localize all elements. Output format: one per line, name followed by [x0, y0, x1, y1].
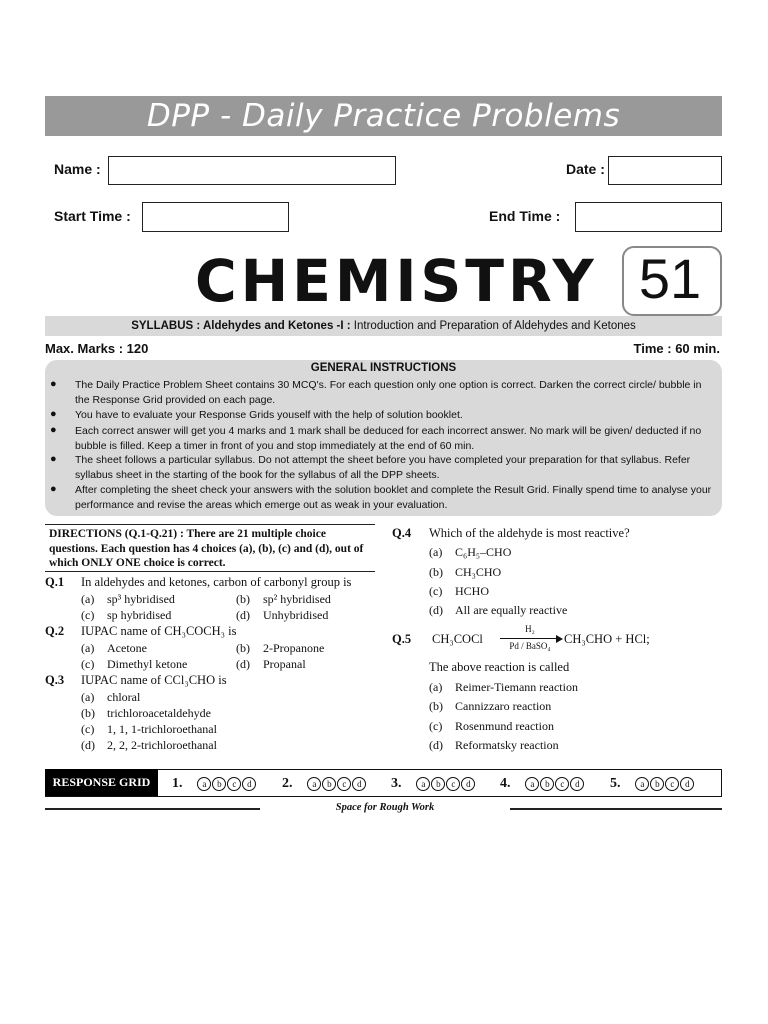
grid-item-3: [391, 774, 476, 792]
q5-option-a-key: (a): [429, 680, 443, 694]
q3-option-b: trichloroacetaldehyde: [107, 706, 211, 720]
grid-item-1: [172, 774, 257, 792]
q1-option-b: sp² hybridised: [263, 592, 331, 606]
q4-option-a-key: (a): [429, 545, 443, 559]
q3-option-b-key: (b): [81, 706, 95, 720]
end-time-field[interactable]: [575, 202, 722, 232]
q4-option-c-key: (c): [429, 584, 443, 598]
q3-number: Q.3: [45, 673, 65, 687]
page-title: DPP - Daily Practice Problems: [146, 98, 621, 134]
q5-product: CH₃CHO + HCl;: [564, 632, 650, 646]
directions-rule-bottom: [45, 571, 375, 572]
q2-option-c-key: (c): [81, 657, 95, 671]
instructions-heading: GENERAL INSTRUCTIONS: [310, 362, 457, 374]
q5-option-d: Reformatsky reaction: [455, 738, 559, 752]
bubble-c[interactable]: c: [555, 777, 569, 791]
q1-text: In aldehydes and ketones, carbon of carbonyl group is: [81, 575, 352, 589]
end-time-label: End Time :: [489, 208, 561, 224]
q1-number: Q.1: [45, 575, 65, 589]
q2-option-a: Acetone: [107, 641, 147, 655]
bubble-c[interactable]: c: [665, 777, 679, 791]
q1-option-a-key: (a): [81, 592, 95, 606]
q3-text: IUPAC name of CCl₃CHO is: [81, 673, 227, 687]
bubble-b[interactable]: b: [540, 777, 554, 791]
q1-option-c: sp hybridised: [107, 608, 172, 622]
bubble-d[interactable]: d: [570, 777, 584, 791]
bubble-a[interactable]: a: [307, 777, 321, 791]
bullet-icon: ●: [50, 453, 57, 465]
name-field[interactable]: [108, 156, 396, 185]
q2-option-c: Dimethyl ketone: [107, 657, 188, 671]
bubble-c[interactable]: c: [446, 777, 460, 791]
q1-option-c-key: (c): [81, 608, 95, 622]
bubble-b[interactable]: b: [650, 777, 664, 791]
bubble-a[interactable]: a: [416, 777, 430, 791]
rough-work-label: Space for Rough Work: [260, 802, 510, 813]
instruction-item: Each correct answer will get you 4 marks and 1 mark shall be deduced for each incorrect answer. No mark will be given/ deducted if no bubble is filled. Keep a timer in front of you and stop immediately at the end of 60 min.: [75, 425, 702, 452]
instruction-item: After completing the sheet check your answers with the solution booklet and complete the Result Grid. Finally spend time to analyse your performance and revise the areas which emerge out as weak in your evaluation.: [75, 484, 712, 511]
q5-option-c: Rosenmund reaction: [455, 719, 554, 733]
bubble-d[interactable]: d: [680, 777, 694, 791]
bubble-c[interactable]: c: [337, 777, 351, 791]
grid-item-number: 4.: [500, 776, 511, 791]
q4-option-c: HCHO: [455, 584, 490, 598]
grid-item-number: 2.: [282, 776, 293, 791]
q2-number: Q.2: [45, 624, 65, 638]
subject-title: CHEMISTRY: [195, 247, 598, 315]
q5-reactant: CH₃COCl: [432, 632, 483, 646]
dpp-number: 51: [638, 247, 702, 310]
bubble-d[interactable]: d: [352, 777, 366, 791]
q5-number: Q.5: [392, 632, 412, 646]
q5-option-c-key: (c): [429, 719, 443, 733]
date-label: Date :: [566, 161, 605, 177]
grid-item-5: [610, 774, 695, 792]
q3-option-c: 1, 1, 1-trichloroethanal: [107, 722, 217, 736]
bullet-icon: ●: [50, 378, 57, 390]
q2-option-d: Propanal: [263, 657, 306, 671]
q2-option-a-key: (a): [81, 641, 95, 655]
q2-option-b-key: (b): [236, 641, 250, 655]
bubble-c[interactable]: c: [227, 777, 241, 791]
directions: DIRECTIONS (Q.1-Q.21) : There are 21 multiple choice questions. Each question has 4 choices (a), (b), (c) and (d), out of which ONLY ONE choice is correct.: [49, 528, 364, 569]
bubble-a[interactable]: a: [197, 777, 211, 791]
syllabus-topic: Introduction and Preparation of Aldehydes and Ketones: [350, 320, 636, 332]
instruction-item: You have to evaluate your Response Grids youself with the help of solution booklet.: [75, 409, 463, 421]
bullet-icon: ●: [50, 424, 57, 436]
date-field[interactable]: [608, 156, 722, 185]
syllabus-label: SYLLABUS : Aldehydes and Ketones -I :: [131, 320, 351, 332]
q2-option-d-key: (d): [236, 657, 250, 671]
q4-option-d: All are equally reactive: [455, 603, 568, 617]
instruction-item: The Daily Practice Problem Sheet contains 30 MCQ's. For each question only one option is correct. Darken the correct circle/ bubble in the Response Grid provided on each page.: [75, 379, 702, 406]
q1-option-b-key: (b): [236, 592, 250, 606]
bubble-a[interactable]: a: [635, 777, 649, 791]
q3-option-a: chloral: [107, 690, 141, 704]
q2-option-b: 2-Propanone: [263, 641, 325, 655]
q3-option-d: 2, 2, 2-trichloroethanal: [107, 738, 217, 752]
q5-text: The above reaction is called: [429, 660, 570, 674]
bubble-b[interactable]: b: [431, 777, 445, 791]
bubble-b[interactable]: b: [212, 777, 226, 791]
q4-option-b-key: (b): [429, 565, 443, 579]
bullet-icon: ●: [50, 483, 57, 495]
bubble-d[interactable]: d: [461, 777, 475, 791]
q3-option-c-key: (c): [81, 722, 95, 736]
q3-option-a-key: (a): [81, 690, 95, 704]
start-time-field[interactable]: [142, 202, 289, 232]
bubble-a[interactable]: a: [525, 777, 539, 791]
q5-option-d-key: (d): [429, 738, 443, 752]
bullet-icon: ●: [50, 408, 57, 420]
q5-option-b: Cannizzaro reaction: [455, 699, 552, 713]
grid-item-number: 3.: [391, 776, 402, 791]
grid-item-number: 5.: [610, 776, 621, 791]
max-marks: Max. Marks : 120: [45, 341, 149, 356]
q1-option-a: sp³ hybridised: [107, 592, 175, 606]
q5-option-a: Reimer-Tiemann reaction: [455, 680, 578, 694]
q4-option-b: CH₃CHO: [455, 565, 502, 579]
q5-reagent-bottom: Pd / BaSO₄: [509, 641, 551, 651]
q2-text: IUPAC name of CH₃COCH₃ is: [81, 624, 237, 638]
q1-option-d-key: (d): [236, 608, 250, 622]
q4-number: Q.4: [392, 526, 412, 540]
syllabus: [45, 316, 722, 336]
grid-item-number: 1.: [172, 776, 183, 791]
q4-text: Which of the aldehyde is most reactive?: [429, 526, 630, 540]
directions-rule-top: [45, 524, 375, 525]
instruction-item: The sheet follows a particular syllabus. Do not attempt the sheet before you have completed your preparation for that syllabus. Refer syllabus sheet in the starting of the book for the syllabus of all the DPP sheets.: [75, 454, 691, 481]
time-limit: Time : 60 min.: [633, 341, 720, 356]
q5-reagent-top: H₂: [525, 624, 535, 634]
start-time-label: Start Time :: [54, 208, 131, 224]
bubble-b[interactable]: b: [322, 777, 336, 791]
q1-option-d: Unhybridised: [263, 608, 329, 622]
bubble-d[interactable]: d: [242, 777, 256, 791]
response-grid-label: RESPONSE GRID: [52, 775, 151, 789]
grid-item-4: [500, 774, 585, 792]
q4-option-d-key: (d): [429, 603, 443, 617]
grid-item-2: [282, 774, 367, 792]
reaction-arrow: [500, 638, 558, 639]
q3-option-d-key: (d): [81, 738, 95, 752]
name-label: Name :: [54, 161, 101, 177]
q5-option-b-key: (b): [429, 699, 443, 713]
q4-option-a: C₆H₅–CHO: [455, 545, 512, 559]
